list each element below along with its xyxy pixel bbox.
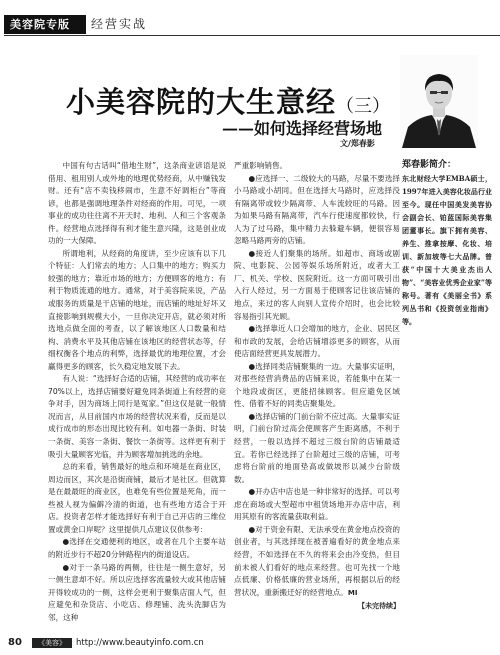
magazine-mark: 《美容》 — [32, 638, 72, 648]
column-name: 经营实战 — [91, 17, 148, 31]
paragraph-text: ●对于资金有限、无法承受在黄金地点投资的创业者，与其选择现在被普遍看好的黄金地点来经营，不如选择在不久的将来会由冷变热，但目前未被人们看好的地点来经营。也可先找一个地点低廉、价格低廉的营业场所，再根据以后的经营状况，重新搬迁好的经营地点。 — [234, 524, 400, 597]
paragraph — [234, 524, 400, 599]
page-footer — [8, 637, 308, 649]
author-portrait-icon — [400, 55, 478, 148]
paragraph: ●选择靠近人口会增加的地方，企业、居民区和市政的发展，会给店铺增添更多的顾客，从而使店面经营更具发展潜力。 — [234, 324, 400, 359]
header-rule — [4, 35, 500, 36]
paragraph: ●选择同类店铺聚集的一边。大量事实证明，对那些经营消费品的店铺来说，若能集中在某一个地段或街区，更能招徕顾客。但应避免区域性、借着不好的同类店聚集处。 — [234, 361, 400, 409]
site-url: http://www.beautyinfo.com.cn — [76, 638, 204, 648]
title-part: （三） — [336, 96, 391, 117]
paragraph: 严重影响销售。 — [234, 161, 288, 170]
paragraph: ●应选择一、二级较大的马路，尽量不要选择小马路或小胡同。但在选择大马路时，应选择没有隔离带或较少隔离带、人车流较旺的马路。因为如果马路有隔离带，汽车行使速度都较快，行人为了过马路，集中精力去躲避车辆，便很容易忽略马路两旁的店铺。 — [234, 173, 400, 246]
byline: 文/郑春影 — [340, 139, 375, 148]
paragraph: ●选择店铺的门前台阶不应过高。大量事实证明，门前台阶过高会使顾客产生距离感，不利于经营，一般以选择不超过三级台阶的店铺最适宜。若你已经选择了台阶超过三级的店铺，可考虑将台阶前的地面垫高或做坡形以减少台阶级数。 — [234, 411, 400, 484]
column-header — [4, 15, 500, 35]
paragraph: ●开办店中店也是一种非常好的选择。可以考虑在商场或大型超市中租赁场地开办店中店，利用其原有的客流量获取利益。 — [234, 487, 400, 522]
body-column-1 — [48, 160, 226, 624]
paragraph: ●选择在交通便利的地区，或者在几个主要车站的附近步行不超20分钟路程内的街道设店。 — [48, 537, 226, 559]
paragraph: 所谓地利，从经商的角度讲，至少应该有以下几个特征：人们常去的地方；人口集中的地方；购买力较强的地方；靠近市场的地方；方便顾客的地方；有利于物质流通的地方。通常，对于美容院来说，产品或服务的质量是干店铺的地址，而店铺的地址好坏又直接影响到规模大小，一旦你决定开店，就必须对所选地点做全面的考查，以了解该地区人口数量和结构、消费水平及其他店铺在该地区的经营状态等，仔细权衡各个地点的利弊，选择最优的地理位置，才会赢得更多的顾客，长久稳定地发展下去。 — [48, 248, 226, 371]
body-column-2 — [234, 160, 400, 613]
paragraph: ●对于一条马路的两侧，往往是一侧生意好，另一侧生意却不好。所以应选择客流量较大或其他店铺开得较成功的一侧，这样会更利于聚集店面人气，但应避免和杂货店、小吃店、修理铺、洗头洗脚店为邻，这种 — [48, 562, 226, 622]
article-title — [66, 80, 390, 121]
author-bio — [402, 157, 492, 328]
page-number: 80 — [8, 637, 22, 648]
author-photo — [400, 55, 478, 148]
paragraph: 有人说：“选择好合适的店铺，其经营的成功率在70%以上，选择店铺要好避免同条街道上有经营的竞争对手，因为商场上同行是冤家。”但这仅是就一般情况而言，从目前国内市场的经营状况来看，反而是以成行成市的形态出现比较有利。如电器一条街、时装一条街、美容一条街、餐饮一条街等。这样更有利于吸引大量顾客光临，并为顾客增加挑选的余地。 — [48, 374, 226, 459]
paragraph: ●接近人们聚集的场所。如超市、商场或剧院、电影院、公园等娱乐场所附近，或者大工厂、机关、学校、医院附近。这一方面可吸引出入行人经过，另一方面易于使顾客记住该店铺的地点，来过的客人向别人宣传介绍时，也会比较容易指引其光顾。 — [234, 248, 400, 321]
continued-note: 【未完待续】 — [358, 602, 400, 611]
paragraph: 中国有句古话叫“借地生财”，这条商业谚语是说借用、租用别人或外地的地理优势经商，从中赚钱发财。还有“店不卖钱移闹市，生意不好调柜台”等商谚，也都是强调地理条件对经商的作用。可见，一项事业的成功往往离不开天时、地利、人和三个客观条件。经营地点选择得有利才能生意兴隆，这是创业成功的一大保障。 — [48, 161, 226, 246]
title-main: 小美容院的大生意经 — [66, 85, 337, 119]
bio-title: 郑春影简介： — [402, 160, 457, 170]
paragraph: 总的来看，销售最好的地点和环境是在商业区，周边而区，其次是沿街商铺，最后才是社区。但就算是在最最旺的商业区，也难免有些位置是死角，而一些被人视为偏僻冷清的街道，也有些地方适合于开店。投资者怎样才能选择好有利于自己开店的三维位置或黄金口岸呢？这里提供几点建议仅供参考： — [48, 462, 226, 534]
bio-text: 东北财经大学EMBA硕士，1997年进入美容化妆品行业至今。现任中国美发美容协会副会长、铂蓝国际美容集团董事长。旗下拥有美容、养生、推拿按摩、化妆、培训、新加坡等七大品牌。曾获“中国十大美业杰出人物”、“美容业优秀企业家”等称号。著有《美丽全书》系列丛书和《投资创业指南》等。 — [402, 174, 492, 326]
article-subtitle: ——如何选择经营场地 — [222, 119, 383, 138]
end-tag: MI — [347, 588, 358, 597]
column-tag: 美容院专版 — [4, 15, 86, 34]
